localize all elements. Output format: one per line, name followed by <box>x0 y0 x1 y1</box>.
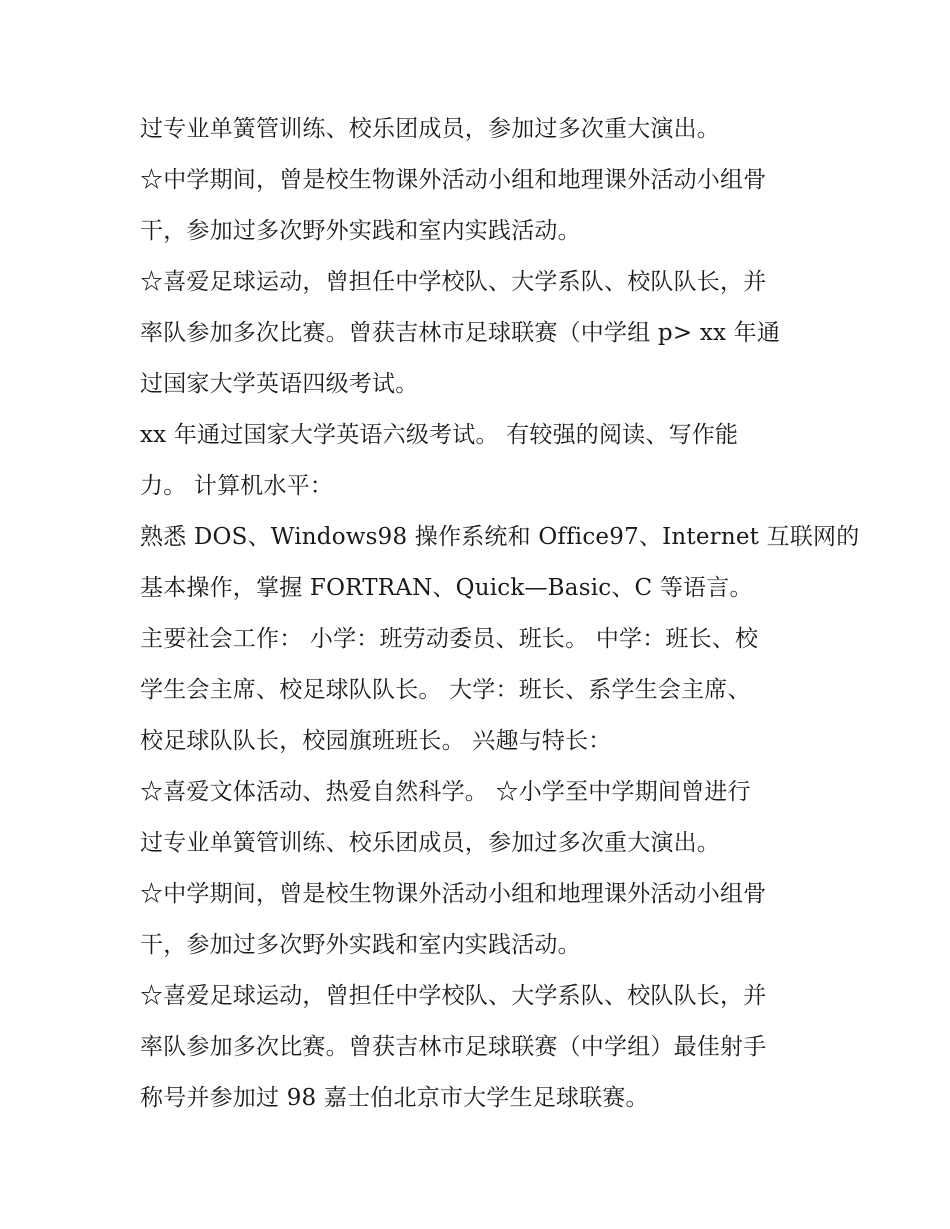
text-line: 力。 计算机水平： <box>140 473 334 499</box>
text-line: xx 年通过国家大学英语六级考试。 有较强的阅读、写作能 <box>140 422 739 448</box>
text-line: 过专业单簧管训练、校乐团成员，参加过多次重大演出。 <box>140 830 720 856</box>
text-line: 率队参加多次比赛。曾获吉林市足球联赛（中学组）最佳射手 <box>140 1034 767 1060</box>
text-line: 熟悉 DOS、Windows98 操作系统和 Office97、Internet 互联网的 <box>140 524 860 550</box>
text-line: 称号并参加过 98 嘉士伯北京市大学生足球联赛。 <box>140 1085 649 1111</box>
text-line: 基本操作，掌握 FORTRAN、Quick—Basic、C 等语言。 <box>140 575 753 601</box>
text-line: 校足球队队长，校园旗班班长。 兴趣与特长： <box>140 728 612 754</box>
text-line: ☆喜爱文体活动、热爱自然科学。 ☆小学至中学期间曾进行 <box>140 779 751 805</box>
text-line: 过国家大学英语四级考试。 <box>140 371 419 397</box>
text-line: 率队参加多次比赛。曾获吉林市足球联赛（中学组 p> xx 年通 <box>140 320 781 346</box>
text-line: ☆喜爱足球运动，曾担任中学校队、大学系队、校队队长，并 <box>140 983 767 1009</box>
text-line: 干，参加过多次野外实践和室内实践活动。 <box>140 932 581 958</box>
text-line: 主要社会工作： 小学：班劳动委员、班长。 中学：班长、校 <box>140 626 759 652</box>
text-line: ☆喜爱足球运动，曾担任中学校队、大学系队、校队队长，并 <box>140 269 767 295</box>
text-line: 干，参加过多次野外实践和室内实践活动。 <box>140 218 581 244</box>
text-line: ☆中学期间，曾是校生物课外活动小组和地理课外活动小组骨 <box>140 881 767 907</box>
document-body <box>140 104 860 1124</box>
text-line: ☆中学期间，曾是校生物课外活动小组和地理课外活动小组骨 <box>140 167 767 193</box>
text-line: 过专业单簧管训练、校乐团成员，参加过多次重大演出。 <box>140 116 720 142</box>
text-line: 学生会主席、校足球队队长。 大学：班长、系学生会主席、 <box>140 677 751 703</box>
